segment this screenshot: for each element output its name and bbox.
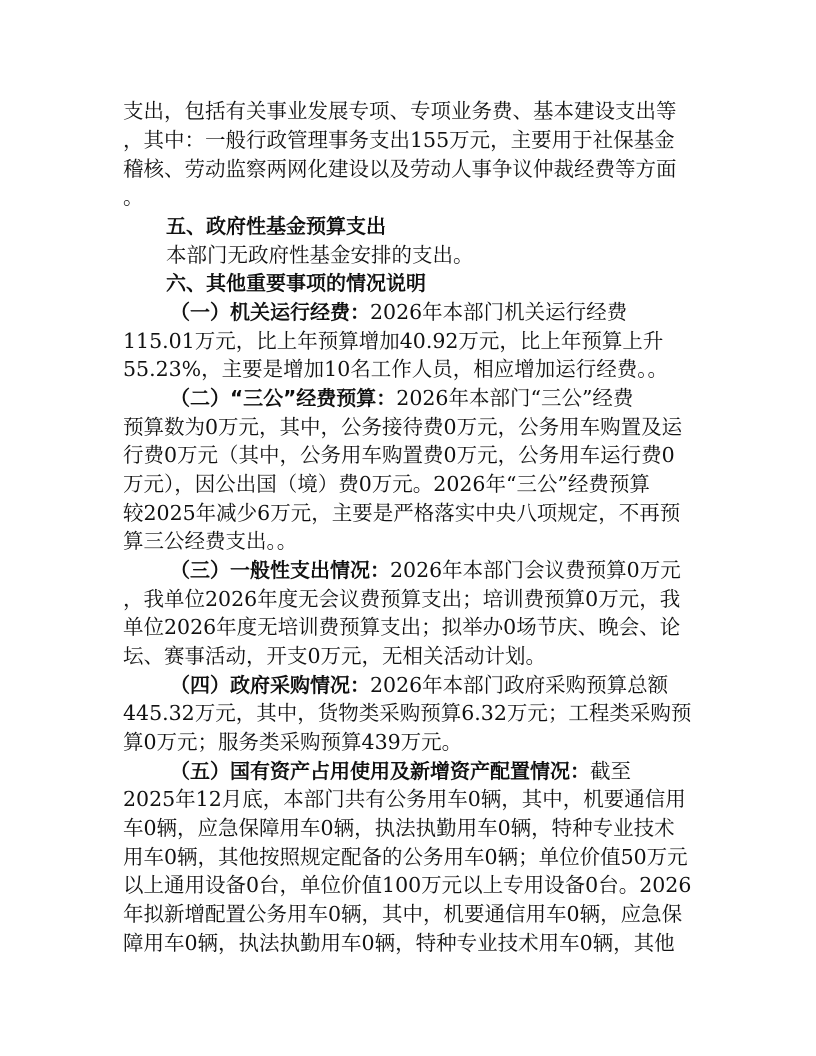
item-first-line — [170, 555, 681, 585]
item-first-line — [170, 756, 631, 786]
paragraph-line: 万元），因公出国（境）费0万元。2026年“三公”经费预算 — [123, 472, 650, 496]
paragraph-line: 年拟新增配置公务用车0辆，其中，机要通信用车0辆，应急保 — [123, 902, 683, 926]
item-first-line — [170, 670, 668, 700]
paragraph-line: 本部门无政府性基金安排的支出。 — [166, 243, 474, 267]
item-label: （二）“三公”经费预算： — [170, 386, 397, 410]
paragraph-line: 55.23%，主要是增加10名工作人员，相应增加运行经费。。 — [123, 357, 669, 381]
paragraph-line: 稽核、劳动监察两网化建设以及劳动人事争议仲裁经费等方面 — [123, 157, 677, 181]
paragraph-line: 算0万元；服务类采购预算439万元。 — [123, 730, 463, 754]
item-label: （三）一般性支出情况： — [170, 558, 390, 582]
item-label: （五）国有资产占用使用及新增资产配置情况： — [170, 759, 590, 783]
paragraph-line: 445.32万元，其中，货物类采购预算6.32万元；工程类采购预 — [123, 701, 692, 725]
item-first-line — [170, 383, 633, 413]
section-heading: 六、其他重要事项的情况说明 — [166, 271, 426, 295]
paragraph-line: ，我单位2026年度无会议费预算支出；培训费预算0万元，我 — [123, 587, 681, 611]
paragraph-line: 算三公经费支出。。 — [123, 529, 298, 553]
paragraph-line: 较2025年减少6万元，主要是严格落实中央八项规定，不再预 — [123, 501, 681, 525]
paragraph-line: 115.01万元，比上年预算增加40.92万元，比上年预算上升 — [123, 329, 664, 353]
item-text: 2026年本部门“三公”经费 — [396, 386, 634, 410]
paragraph-line: 单位2026年度无培训费预算支出；拟举办0场节庆、晚会、论 — [123, 615, 681, 639]
item-first-line — [170, 297, 627, 327]
item-text: 2026年本部门政府采购预算总额 — [370, 673, 669, 697]
paragraph-line: 2025年12月底，本部门共有公务用车0辆，其中，机要通信用 — [123, 787, 686, 811]
paragraph-line: 用车0辆，其他按照规定配备的公务用车0辆；单位价值50万元 — [123, 845, 688, 869]
item-text: 2026年本部门机关运行经费 — [370, 300, 628, 324]
item-label: （四）政府采购情况： — [170, 673, 370, 697]
paragraph-line: 车0辆，应急保障用车0辆，执法执勤用车0辆，特种专业技术 — [123, 816, 675, 840]
paragraph-line: 行费0万元（其中，公务用车购置费0万元，公务用车运行费0 — [123, 443, 675, 467]
paragraph-line: ，其中：一般行政管理事务支出155万元，主要用于社保基金 — [123, 128, 675, 152]
item-label: （一）机关运行经费： — [170, 300, 370, 324]
paragraph-line: 。 — [123, 185, 144, 209]
section-heading: 五、政府性基金预算支出 — [166, 214, 386, 238]
paragraph-line: 障用车0辆，执法执勤用车0辆，特种专业技术用车0辆，其他 — [123, 931, 675, 955]
paragraph-line: 预算数为0万元，其中，公务接待费0万元，公务用车购置及运 — [123, 415, 683, 439]
paragraph-line: 坛、赛事活动，开支0万元，无相关活动计划。 — [123, 644, 547, 668]
paragraph-line: 以上通用设备0台，单位价值100万元以上专用设备0台。2026 — [123, 873, 692, 897]
item-text: 2026年本部门会议费预算0万元 — [390, 558, 681, 582]
paragraph-line: 支出，包括有关事业发展专项、专项业务费、基本建设支出等 — [123, 99, 677, 123]
item-text: 截至 — [590, 759, 631, 783]
